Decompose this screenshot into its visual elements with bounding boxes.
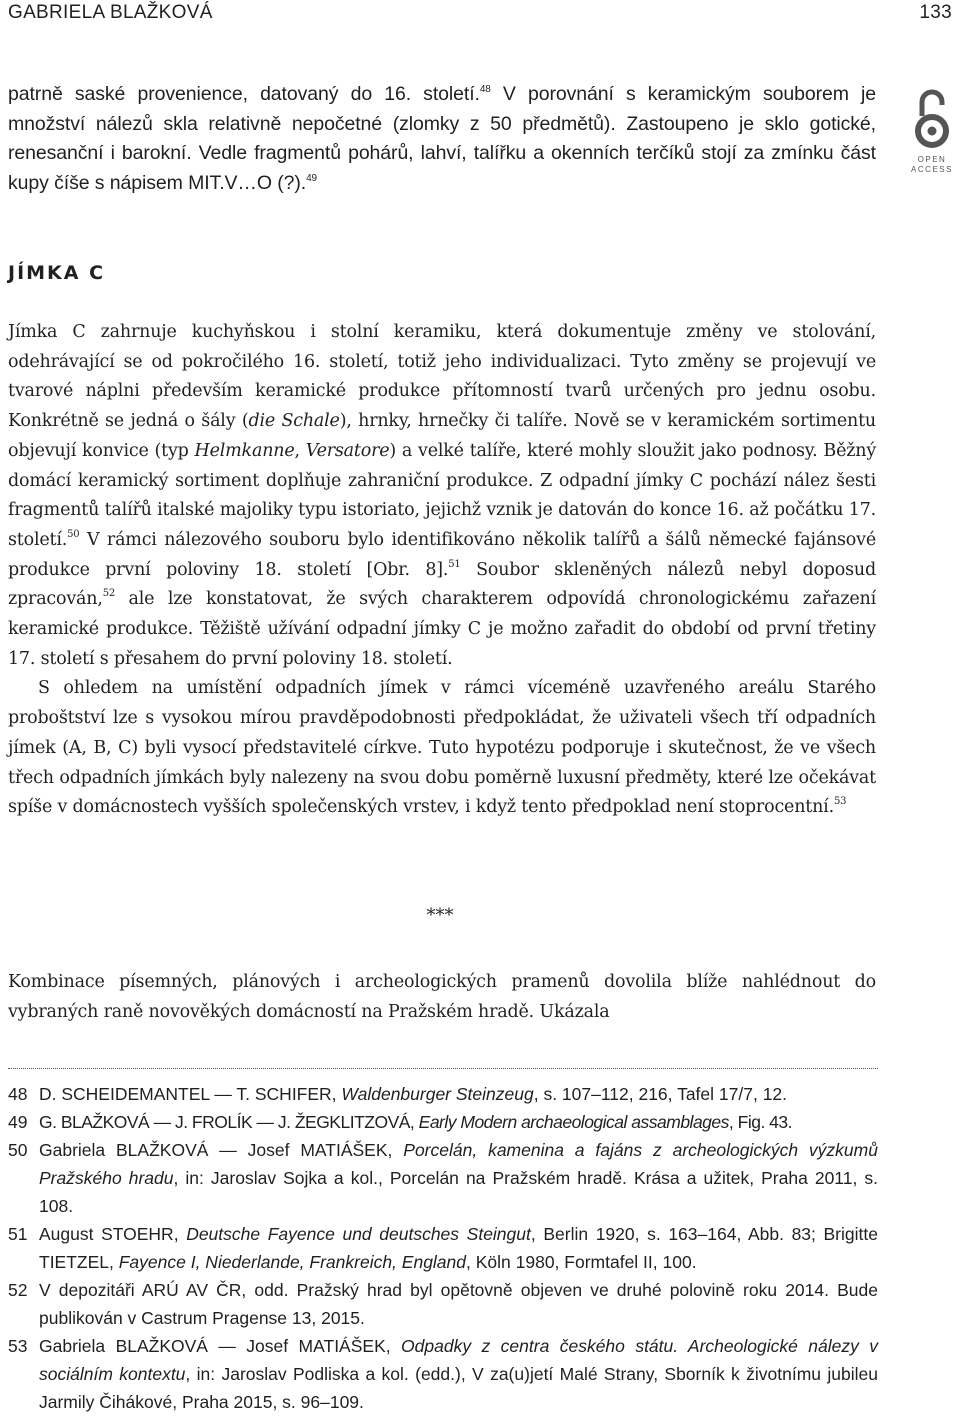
section-heading: JÍMKA C [8,262,106,284]
footnote-item: 49 G. BLAŽKOVÁ — J. FROLÍK — J. ŽEGKLITZOVÁ, Early Modern archaeological assamblages, Fig. 43. [8,1112,792,1132]
page-number: 133 [919,2,952,23]
open-access-label: OPEN ACCESS [911,155,953,174]
intro-paragraph: patrně saské provenience, datovaný do 16. století.$^{48}$ V porovnání s keramickým souborem je množství nálezů skla relativně nepočetné (zlomky z 50 předmětů). Zastoupeno je sklo gotické, renesanční i barokní. Vedle fragmentů pohárů, lahví, talířku a okenních terčíků stojí za zmínku část kupy číše s nápisem MIT.V…O (?).$^{49}$ [8,83,876,195]
footnote-ref[interactable]: 52 [102,588,116,600]
footnote-item: 52 V depozitáři ARÚ AV ČR, odd. Pražský hrad byl opětovně objeven ve druhé polovině roku 2014. Bude publikován v Castrum Pragense 13, 2015. [8,1280,878,1328]
footnote-item: 50 Gabriela BLAŽKOVÁ — Josef MATIÁŠEK, Porcelán, kamenina a fajáns z archeologických výzkumů Pražského hradu, in: Jaroslav Sojka a kol., Porcelán na Pražském hradě. Krása a užitek, Praha 2011, s. 108. [8,1140,878,1216]
body-text [8,318,876,823]
footnote-ref[interactable]: 51 [448,558,461,570]
paragraph-conclusion: Kombinace písemných, plánových i archeologických pramenů dovolila blíže nahlédnout do vybraných raně novověkých domácností na Pražském hradě. Ukázala [8,972,876,1022]
footnote-item: 48 D. SCHEIDEMANTEL — T. SCHIFER, Waldenburger Steinzeug, s. 107–112, 216, Tafel 17/7, 12. [8,1084,788,1104]
footnote-item: 51 August STOEHR, Deutsche Fayence und deutsches Steingut, Berlin 1920, s. 163–164, Abb. 83; Brigitte TIETZEL, Fayence I, Niederlande, Frankreich, England, Köln 1980, Formtafel II, 100. [8,1224,878,1272]
running-header [8,2,952,28]
footnotes [8,1080,878,1416]
footnote-ref[interactable]: 53 [833,796,847,808]
footnote-ref[interactable]: 49 [306,173,317,185]
open-access-icon [912,86,952,150]
open-access-badge [905,86,959,175]
footnote-ref[interactable]: 48 [479,84,491,95]
running-header-author: GABRIELA BLAŽKOVÁ [8,2,213,23]
section-separator: *** [426,905,454,926]
paragraph-ownership: S ohledem na umístění odpadních jímek v rámci víceméně uzavřeného areálu Starého proboštství lze s vysokou mírou pravděpodobnosti předpokládat, že uživateli všech tří odpadních jímek (A, B, C) byli vysocí představitelé církve. Tuto hypotézu podporuje i skutečnost, že ve všech třech odpadních jímkách byly nalezeny na svou dobu poměrně luxusní předměty, které lze očekávat spíše v domácnostech vyšších společenských vrstev, i když tento předpoklad není stoprocentní.$^{53}$ [8,678,876,818]
footnote-ref[interactable]: 50 [67,528,80,540]
paragraph-jimka-c: Jímka C zahrnuje kuchyňskou i stolní keramiku, která dokumentuje změny ve stolování, odehrávající se od pokročilého 16. století, totiž jeho individualizaci. Tyto změny se projevují ve tvarové náplni především keramické produkce přítomností tvarů určených pro jednu osobu. Konkrétně se jedná o šály (die Schale), hrnky, hrnečky či talíře. Nově se v keramickém sortimentu objevují konvice (typ Helmkanne, Versatore) a velké talíře, které mohly sloužit jako podnosy. Běžný domácí keramický sortiment doplňuje zahraniční produkce. Z odpadní jímky C pochází nález šesti fragmentů talířů italské majoliky typu istoriato, jejichž vznik je datován do konce 16. až počátku 17. století.$^{50}$ V rámci nálezového souboru bylo identifikováno několik talířů a šálů německé fajánsové produkce první poloviny 18. století [Obr. 8].$^{51}$ Soubor skleněných nálezů nebyl doposud zpracován,$^{52}$ ale lze konstatovat, že svých charakterem odpovídá chronologickému zařazení keramické produkce. Těžiště užívání odpadní jímky C je možno zařadit do období od první třetiny 17. století s přesahem do první poloviny 18. století. [8,322,877,669]
footnote-divider [8,1068,878,1069]
footnote-item: 53 Gabriela BLAŽKOVÁ — Josef MATIÁŠEK, Odpadky z centra českého státu. Archeologické nálezy v sociálním kontextu, in: Jaroslav Podliska a kol. (edd.), V za(u)jetí Malé Strany, Sborník k životnímu jubileu Jarmily Čihákové, Praha 2015, s. 96–109. [8,1336,878,1412]
